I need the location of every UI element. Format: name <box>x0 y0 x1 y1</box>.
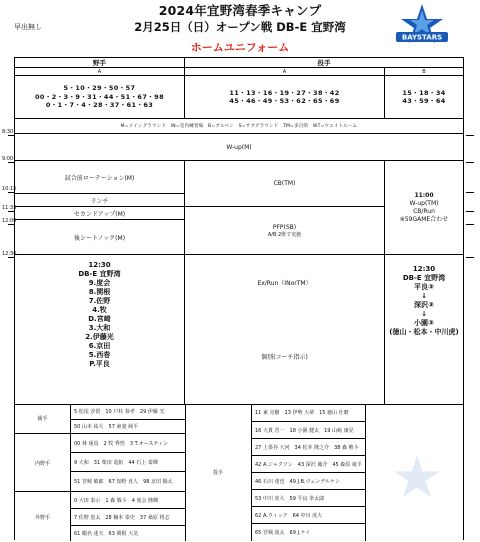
lineup-7: 2.伊藤光 <box>85 333 114 341</box>
time-0900: 9:00 <box>2 156 14 162</box>
pitchers-row-5: 46 石川 達也 49 J.B.ウェンデルケン <box>251 472 365 489</box>
fielders-group-a-label: A <box>15 67 185 75</box>
pitchers-group-a <box>185 75 385 118</box>
pitchers-a-line-2: 45・46・49・53・62・65・69 <box>229 97 340 105</box>
fielders-a-line-1: 5・10・29・50・57 <box>63 84 136 93</box>
lineup-3: 7.佐野 <box>88 297 111 305</box>
pitchers-b-line-1: 15・18・34 <box>402 88 446 97</box>
outfield-row-3: 61 蝦名 達夫 63 関根 大気 <box>70 525 185 541</box>
game-pitchers-plan <box>385 254 463 404</box>
wup-all: W-up(M) <box>15 133 463 160</box>
pitcher-1: 平良③ <box>414 283 434 291</box>
group-b-wup: W-up(TM) <box>409 199 439 207</box>
pfp-note: A/B 2班で実施 <box>267 231 302 238</box>
infield-row-2: 9 大和 31 柴田 竜拓 44 石上 泰輝 <box>70 452 185 471</box>
rtick-0830 <box>466 135 474 136</box>
lunch-block: ランチ <box>15 193 185 206</box>
pitchers-row-6: 53 中川 虎大 59 平良 拳太郎 <box>251 489 365 506</box>
fielders-a-line-3: 0・1・7・4・28・37・61・63 <box>45 101 154 110</box>
group-b-note: ※59GAME合わせ <box>399 215 449 223</box>
pregame-rotation: 試合前ローテーション(M) <box>15 160 185 193</box>
lineup-2: 8.関根 <box>88 288 111 296</box>
location-legend: M=メイングラウンド IN=室内練習場 B=ブルペン S=サブグラウンド TM=多目的 WT=ウエイトルーム <box>15 118 463 133</box>
rtick-1230 <box>466 257 474 258</box>
second-up-block: セカンドアップ(M) <box>15 206 185 219</box>
arrow-1: ↓ <box>421 292 427 300</box>
pitchers-row-2: 16 大貫 晋一 18 小園 健太 19 山﨑 康晃 <box>251 421 365 438</box>
lineup-1: 9.度会 <box>88 279 111 287</box>
infield-row-3: 51 宮﨑 敏郎 67 知野 直人 98 京田 陽太 <box>70 471 185 491</box>
outfield-row-2: 7 佐野 恵太 28 楠本 泰史 37 桑原 将志 <box>70 508 185 525</box>
lineup-p: P.平良 <box>89 360 110 368</box>
page-title: 2024年宜野湾春季キャンプ <box>158 3 322 18</box>
game-matchup: DB-E 宜野湾 <box>78 270 121 278</box>
pitch-game-time: 12:30 <box>412 265 436 273</box>
time-0830: 8:30 <box>2 129 14 135</box>
rtick-1135 <box>466 211 474 212</box>
pitchers-row-8: 65 宮城 滝太 69 J.ケイ <box>251 523 365 541</box>
pitchers-group-b-label: B <box>385 67 463 75</box>
fielders-header: 野手 <box>15 58 185 67</box>
schedule-sheet <box>14 57 464 540</box>
game-lineup-fielders <box>15 254 185 404</box>
infield-row-1: 00 林 琢真 2 牧 秀悟 3 T.オースティン <box>70 433 185 452</box>
outfield-row-1: 0 大田 泰示 1 森 敬斗 4 度会 隆輝 <box>70 491 185 508</box>
group-b-cbrun: CB/Run <box>413 207 435 215</box>
game-subtitle: 2月25日（日）オープン戦 DB-E 宜野湾 <box>134 20 346 34</box>
watermark-logo <box>387 450 447 510</box>
pitchers-row-1: 11 東 克樹 13 伊勢 大夢 15 徳山 壮磨 <box>255 410 349 416</box>
catchers-row-1: 5 松尾 汐恩 10 戸柱 恭孝 29 伊藤 光 <box>74 409 165 415</box>
pitcher-2: 深沢③ <box>414 301 434 309</box>
game-time: 12:30 <box>88 261 111 269</box>
lineup-6: 3.大和 <box>88 324 111 332</box>
time-1230: 12:30 <box>2 251 17 257</box>
individual-block: 個別(コーチ指示) <box>185 309 385 404</box>
pitcher-3: 小園③ <box>414 319 434 327</box>
pitch-game-matchup: DB-E 宜野湾 <box>402 274 446 282</box>
fielders-group-a <box>15 75 185 118</box>
pitchers-row-4: 42 A.ジャクソン 43 深沢 鳳介 45 森原 康平 <box>251 455 365 472</box>
exrun-block: Ex/Run（INorTM） <box>185 254 385 309</box>
pfp-block <box>185 206 385 254</box>
relief-note: (徳山・松本・中川虎) <box>389 328 459 336</box>
uniform-label: ホームユニフォーム <box>190 41 290 54</box>
corner-note: 早出無し <box>14 23 42 31</box>
time-1135: 11:35 <box>2 205 17 211</box>
lineup-9: 5.西巻 <box>88 351 111 359</box>
rtick-0900 <box>466 162 474 163</box>
time-1200: 12:00 <box>2 218 17 224</box>
time-1015: 10:15 <box>2 186 17 192</box>
catchers-row-2: 50 山本 祐大 57 東妻 純平 <box>70 419 185 433</box>
lineup-5: D.宮﨑 <box>88 315 111 323</box>
pitchers-row-7: 62 A.ウィック 64 中川 虎大 <box>251 506 365 523</box>
pitcher-label: 投手 <box>212 470 223 476</box>
arrow-2: ↓ <box>421 310 427 318</box>
pitchers-group-b <box>385 75 463 118</box>
outfield-label: 外野手 <box>15 491 70 542</box>
lineup-8: 6.京田 <box>88 342 111 350</box>
pitchers-a-line-1: 11・13・16・19・27・38・42 <box>229 88 340 97</box>
rtick-1015 <box>466 192 474 193</box>
svg-text:BAYSTARS: BAYSTARS <box>401 33 443 42</box>
sheet-knock-block: 後シートノック(M) <box>15 219 185 254</box>
group-b-schedule <box>385 160 463 254</box>
infield-label: 内野手 <box>15 433 70 492</box>
pitchers-group-a-label: A <box>185 67 385 75</box>
roster-sep-4 <box>365 404 366 541</box>
baystars-logo <box>394 2 450 52</box>
pitchers-header: 投手 <box>317 59 331 67</box>
fielders-a-line-2: 00・2・3・9・31・44・51・67・98 <box>34 92 165 101</box>
lineup-4: 4.牧 <box>92 306 107 314</box>
group-b-time: 11:00 <box>414 191 434 199</box>
cb-tm-block: CB(TM) <box>185 160 385 206</box>
rtick-1200 <box>466 224 474 225</box>
catcher-label: 捕手 <box>37 416 48 422</box>
pitchers-row-3: 27 上茶谷 大河 34 松本 隆之介 38 森 唯斗 <box>251 438 365 455</box>
pitchers-b-line-2: 43・59・64 <box>402 97 446 105</box>
pfp-title: PFP(SB) <box>272 223 297 231</box>
